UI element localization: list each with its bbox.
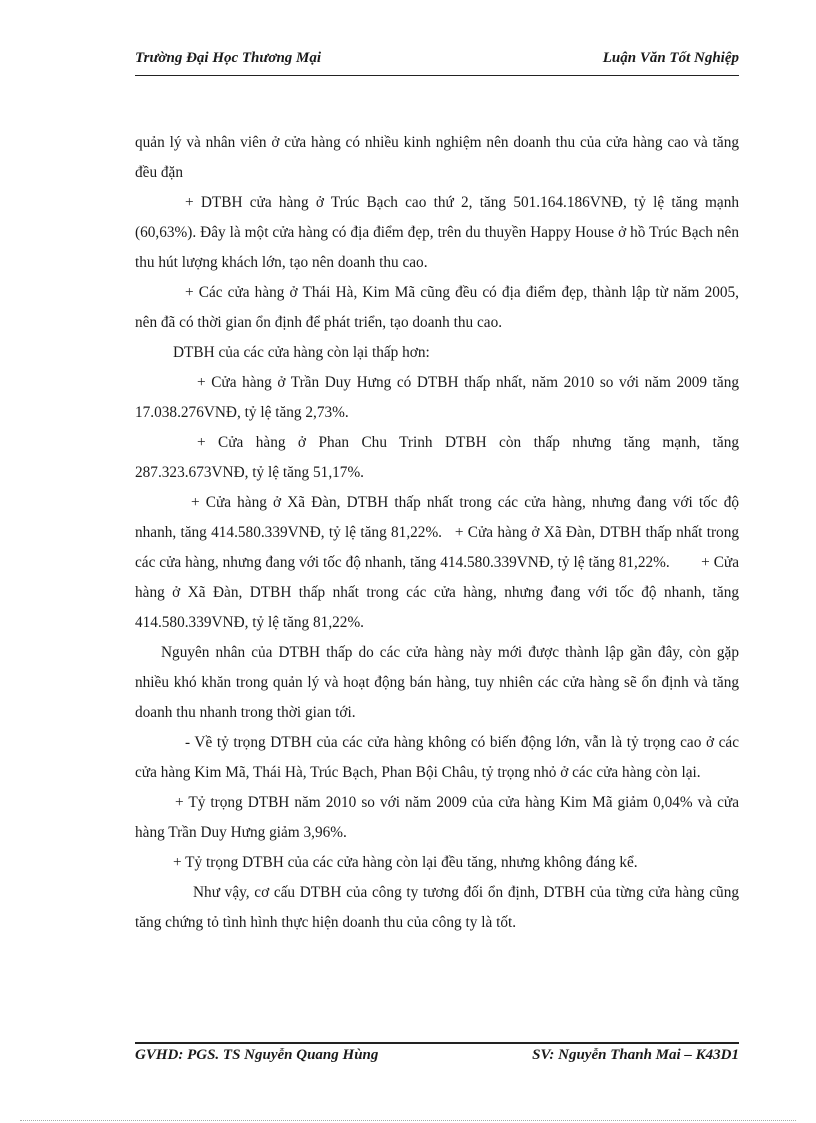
header-school-name: Trường Đại Học Thương Mại	[135, 50, 322, 66]
page-header	[135, 50, 739, 72]
footer-student: SV: Nguyễn Thanh Mai – K43D1	[532, 1047, 739, 1063]
body-text	[135, 128, 743, 938]
header-document-type: Luận Văn Tốt Nghiệp	[602, 50, 739, 66]
paragraph: + DTBH cửa hàng ở Trúc Bạch cao thứ 2, tăng 501.164.186VNĐ, tỷ lệ tăng mạnh (60,63%). Đây là một cửa hàng có địa điểm đẹp, trên du thuyền Happy House ở hồ Trúc Bạch nên thu hút lượng khách lớn, tạo nên doanh thu cao.	[135, 194, 739, 271]
paragraph: - Về tỷ trọng DTBH của các cửa hàng không có biến động lớn, vẫn là tỷ trọng cao ở các cửa hàng Kim Mã, Thái Hà, Trúc Bạch, Phan Bội Châu, tỷ trọng nhỏ ở các cửa hàng còn lại.	[135, 734, 739, 781]
footer-divider	[135, 1042, 739, 1044]
paragraph: quản lý và nhân viên ở cửa hàng có nhiều kinh nghiệm nên doanh thu của cửa hàng cao và tăng đều đặn	[135, 134, 739, 181]
paragraph: Như vậy, cơ cấu DTBH của công ty tương đối ổn định, DTBH của từng cửa hàng cũng tăng chứng tỏ tình hình thực hiện doanh thu của công ty là tốt.	[135, 884, 739, 931]
paragraph: + Cửa hàng ở Phan Chu Trinh DTBH còn thấp nhưng tăng mạnh, tăng 287.323.673VNĐ, tỷ lệ tăng 51,17%.	[135, 434, 739, 481]
paragraph: + Cửa hàng ở Xã Đàn, DTBH thấp nhất trong các cửa hàng, nhưng đang với tốc độ nhanh, tăng 414.580.339VNĐ, tỷ lệ tăng 81,22%. + Cửa hàng ở Xã Đàn, DTBH thấp nhất trong các cửa hàng, nhưng đang với tốc độ nhanh, tăng 414.580.339VNĐ, tỷ lệ tăng 81,22%. + Cửa hàng ở Xã Đàn, DTBH thấp nhất trong các cửa hàng, nhưng đang với tốc độ nhanh, tăng 414.580.339VNĐ, tỷ lệ tăng 81,22%.	[135, 494, 743, 631]
page-break-line	[20, 1120, 796, 1121]
paragraph: DTBH của các cửa hàng còn lại thấp hơn:	[173, 344, 430, 361]
paragraph: Nguyên nhân của DTBH thấp do các cửa hàng này mới được thành lập gần đây, còn gặp nhiều khó khăn trong quản lý và hoạt động bán hàng, tuy nhiên các cửa hàng sẽ ổn định và tăng doanh thu nhanh trong thời gian tới.	[135, 644, 739, 721]
paragraph: + Tỷ trọng DTBH của các cửa hàng còn lại đều tăng, nhưng không đáng kể.	[173, 854, 638, 871]
paragraph: + Tỷ trọng DTBH năm 2010 so với năm 2009 của cửa hàng Kim Mã giảm 0,04% và cửa hàng Trần Duy Hưng giảm 3,96%.	[135, 794, 739, 841]
footer-advisor: GVHD: PGS. TS Nguyễn Quang Hùng	[135, 1047, 379, 1063]
page-footer	[135, 1047, 739, 1069]
paragraph: + Cửa hàng ở Trần Duy Hưng có DTBH thấp nhất, năm 2010 so với năm 2009 tăng 17.038.276VNĐ, tỷ lệ tăng 2,73%.	[135, 374, 739, 421]
paragraph: + Các cửa hàng ở Thái Hà, Kim Mã cũng đều có địa điểm đẹp, thành lập từ năm 2005, nên đã có thời gian ổn định để phát triển, tạo doanh thu cao.	[135, 284, 739, 331]
header-divider	[135, 75, 739, 76]
